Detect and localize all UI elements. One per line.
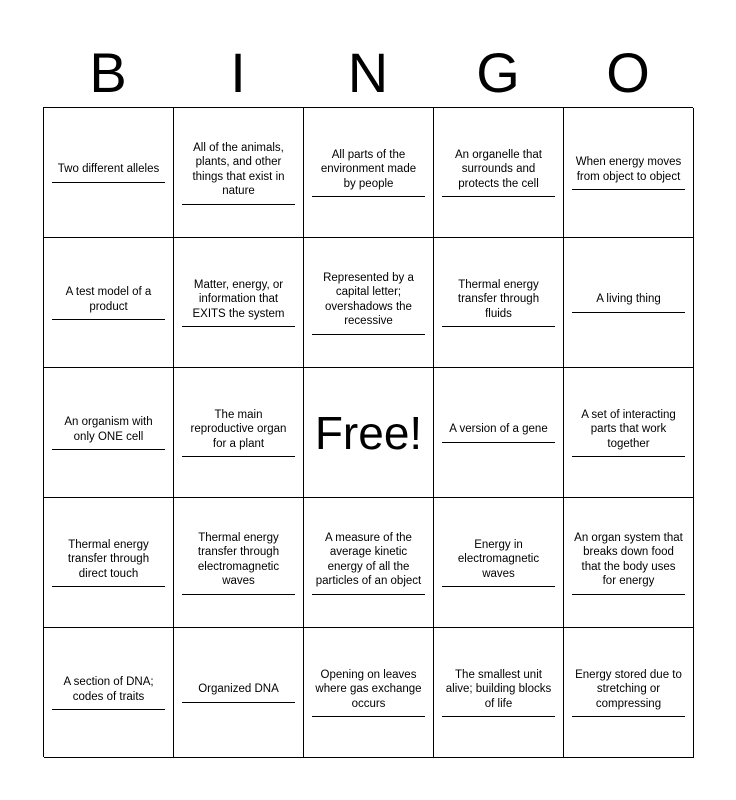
clue-text-r3-c1: An organism with only ONE cell <box>64 416 153 443</box>
clue-text-r1-c4: An organelle that surrounds and protects the cell <box>455 148 542 190</box>
clue-text-r2-c3: Represented by a capital letter; overshadows the recessive <box>323 271 414 327</box>
cell-content <box>52 162 165 183</box>
clue-text-r4-c3: A measure of the average kinetic energy of all the particles of an object <box>315 531 422 587</box>
answer-line <box>572 716 685 717</box>
cell-content <box>182 682 295 703</box>
cell-content <box>52 285 165 320</box>
header-letter-b: B <box>89 41 127 104</box>
cell-content <box>312 668 425 718</box>
bingo-cell <box>434 108 564 238</box>
cell-content <box>442 538 555 588</box>
cell-content <box>182 408 295 458</box>
answer-line <box>572 189 685 190</box>
bingo-cell <box>564 238 694 368</box>
clue-text-r2-c2: Matter, energy, or information that EXITS the system <box>192 278 285 320</box>
cell-content <box>572 668 685 718</box>
answer-line <box>312 334 425 335</box>
clue-text-r4-c5: An organ system that breaks down food that the body uses for energy <box>574 531 683 587</box>
bingo-cell <box>434 498 564 628</box>
bingo-cell <box>434 628 564 758</box>
answer-line <box>442 196 555 197</box>
cell-content <box>572 408 685 458</box>
answer-line <box>52 319 165 320</box>
clue-text-r5-c1: A section of DNA; codes of traits <box>63 676 154 703</box>
bingo-cell <box>304 498 434 628</box>
bingo-cell <box>174 238 304 368</box>
bingo-cell <box>174 108 304 238</box>
cell-content <box>442 422 555 443</box>
bingo-cell <box>564 628 694 758</box>
answer-line <box>52 182 165 183</box>
bingo-cell <box>434 238 564 368</box>
cell-content <box>572 155 685 190</box>
answer-line <box>52 709 165 710</box>
answer-line <box>182 204 295 205</box>
clue-text-r2-c5: A living thing <box>596 293 661 306</box>
clue-text-r1-c2: All of the animals, plants, and other things that exist in nature <box>192 141 285 197</box>
bingo-cell <box>44 628 174 758</box>
clue-text-r1-c5: When energy moves from object to object <box>575 156 682 183</box>
cell-content <box>442 278 555 328</box>
answer-line <box>572 456 685 457</box>
bingo-header <box>43 40 693 106</box>
clue-text-r5-c2: Organized DNA <box>198 683 279 696</box>
clue-text-r2-c1: A test model of a product <box>65 286 152 313</box>
answer-line <box>312 196 425 197</box>
clue-text-r3-c4: A version of a gene <box>449 423 548 436</box>
header-letter-g: G <box>476 41 520 104</box>
cell-content <box>312 271 425 335</box>
free-space-label: Free! <box>314 406 423 459</box>
cell-content <box>442 668 555 718</box>
cell-content <box>52 538 165 588</box>
clue-text-r5-c3: Opening on leaves where gas exchange occurs <box>315 668 422 710</box>
clue-text-r1-c1: Two different alleles <box>57 163 160 176</box>
bingo-cell <box>174 368 304 498</box>
header-letter-i: I <box>230 41 246 104</box>
bingo-cell-free <box>304 368 434 498</box>
bingo-cell <box>564 368 694 498</box>
answer-line <box>572 312 685 313</box>
clue-text-r1-c3: All parts of the environment made by people <box>320 148 417 190</box>
bingo-cell <box>44 498 174 628</box>
bingo-cell <box>44 238 174 368</box>
answer-line <box>182 456 295 457</box>
clue-text-r5-c4: The smallest unit alive; building blocks of life <box>445 668 552 710</box>
answer-line <box>182 326 295 327</box>
bingo-cell <box>174 498 304 628</box>
bingo-cell <box>564 108 694 238</box>
clue-text-r4-c2: Thermal energy transfer through electromagnetic waves <box>197 531 280 587</box>
answer-line <box>442 716 555 717</box>
cell-content <box>572 531 685 595</box>
answer-line <box>312 594 425 595</box>
bingo-cell <box>564 498 694 628</box>
cell-content <box>572 292 685 313</box>
clue-text-r4-c1: Thermal energy transfer through direct touch <box>67 538 150 580</box>
answer-line <box>182 594 295 595</box>
answer-line <box>442 326 555 327</box>
bingo-cell <box>44 368 174 498</box>
cell-content <box>312 408 425 458</box>
answer-line <box>312 716 425 717</box>
answer-line <box>52 449 165 450</box>
header-letter-n: N <box>347 41 389 104</box>
answer-line <box>182 702 295 703</box>
clue-text-r3-c2: The main reproductive organ for a plant <box>190 408 287 450</box>
bingo-cell <box>174 628 304 758</box>
clue-text-r2-c4: Thermal energy transfer through fluids <box>457 278 540 320</box>
answer-line <box>442 442 555 443</box>
cell-content <box>52 415 165 450</box>
cell-content <box>312 148 425 198</box>
bingo-cell <box>304 628 434 758</box>
bingo-cell <box>304 108 434 238</box>
bingo-grid <box>43 107 693 757</box>
bingo-cell <box>44 108 174 238</box>
bingo-cell <box>434 368 564 498</box>
cell-content <box>52 675 165 710</box>
cell-content <box>182 278 295 328</box>
bingo-cell <box>304 238 434 368</box>
answer-line <box>572 594 685 595</box>
answer-line <box>442 586 555 587</box>
cell-content <box>182 141 295 205</box>
clue-text-r5-c5: Energy stored due to stretching or compressing <box>575 668 682 710</box>
clue-text-r3-c5: A set of interacting parts that work together <box>581 408 676 450</box>
answer-line <box>52 586 165 587</box>
header-letter-o: O <box>606 41 650 104</box>
clue-text-r4-c4: Energy in electromagnetic waves <box>457 538 540 580</box>
cell-content <box>442 148 555 198</box>
cell-content <box>182 531 295 595</box>
cell-content <box>312 531 425 595</box>
